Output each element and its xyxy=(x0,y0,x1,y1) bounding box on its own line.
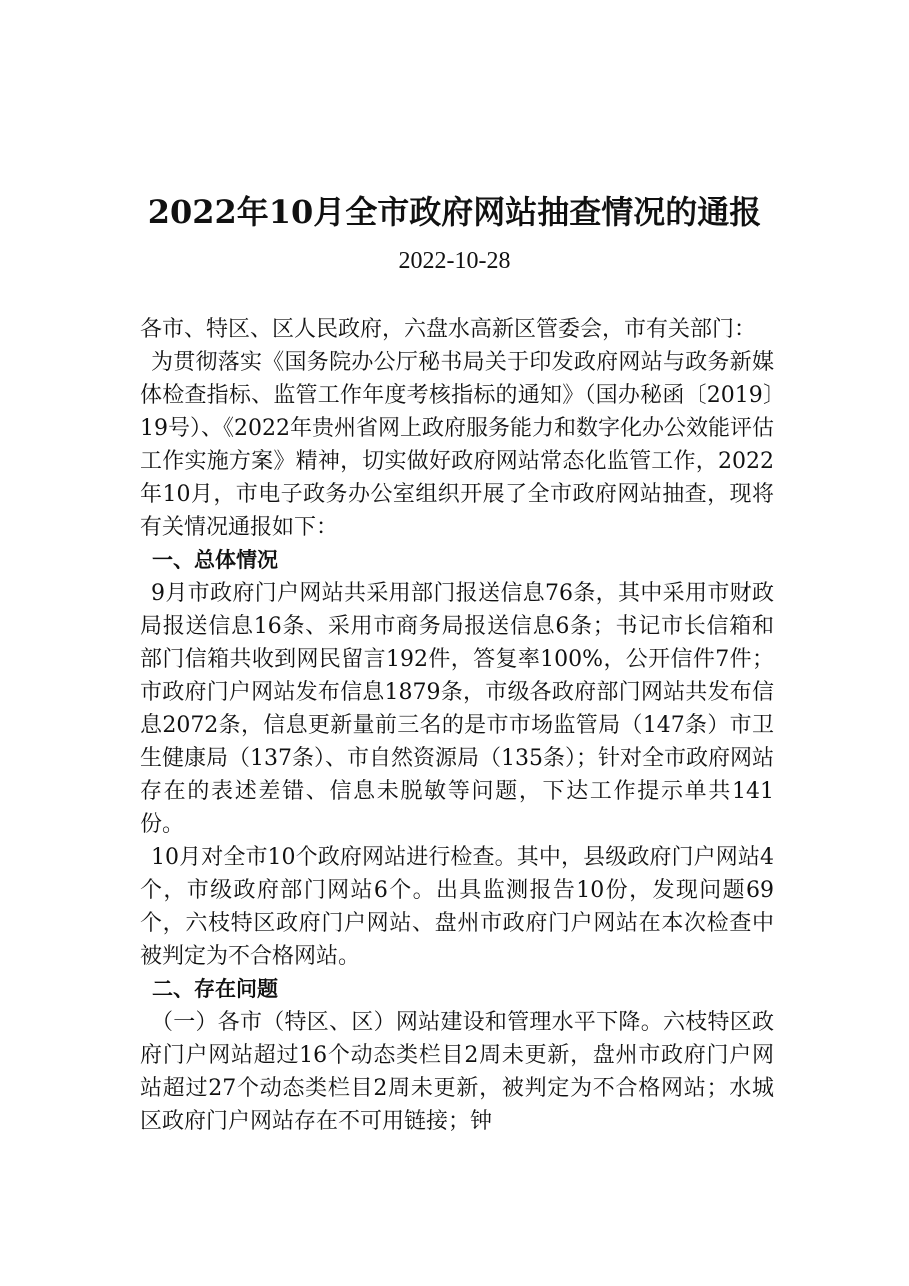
section-heading-issues: 二、存在问题 xyxy=(152,977,278,1001)
salutation: 各市、特区、区人民政府，六盘水高新区管委会，市有关部门： xyxy=(140,317,757,342)
intro-paragraph: 为贯彻落实《国务院办公厅秘书局关于印发政府网站与政务新媒体检查指标、监管工作年度考核指标的通知》（国办秘函〔2019〕19号）、《2022年贵州省网上政府服务能力和数字化办公效能评估工作实施方案》精神，切实做好政府网站常态化监管工作，2022年10月，市电子政务办公室组织开展了全市政府网站抽查，现将有关情况通报如下： xyxy=(140,350,774,540)
issues-paragraph-1: （一）各市（特区、区）网站建设和管理水平下降。六枝特区政府门户网站超过16个动态类栏目2周未更新，盘州市政府门户网站超过27个动态类栏目2周未更新，被判定为不合格网站；水城区政府门户网站存在不可用链接；钟 xyxy=(140,1010,774,1134)
document-date: 2022-10-28 xyxy=(398,248,511,274)
document-body xyxy=(140,313,774,1138)
section-heading-overview: 一、总体情况 xyxy=(152,548,278,572)
overview-paragraph-2: 10月对全市10个政府网站进行检查。其中，县级政府门户网站4个，市级政府部门网站6个。出具监测报告10份，发现问题69个，六枝特区政府门户网站、盘州市政府门户网站在本次检查中被判定为不合格网站。 xyxy=(140,845,774,969)
overview-paragraph-1: 9月市政府门户网站共采用部门报送信息76条，其中采用市财政局报送信息16条、采用市商务局报送信息6条；书记市长信箱和部门信箱共收到网民留言192件，答复率100%，公开信件7件；市政府门户网站发布信息1879条，市级各政府部门网站共发布信息2072条，信息更新量前三名的是市市场监管局（147条）市卫生健康局（137条）、市自然资源局（135条）；针对全市政府网站存在的表述差错、信息未脱敏等问题，下达工作提示单共141份。 xyxy=(140,581,774,837)
document-title: 2022年10月全市政府网站抽查情况的通报 xyxy=(147,193,762,231)
